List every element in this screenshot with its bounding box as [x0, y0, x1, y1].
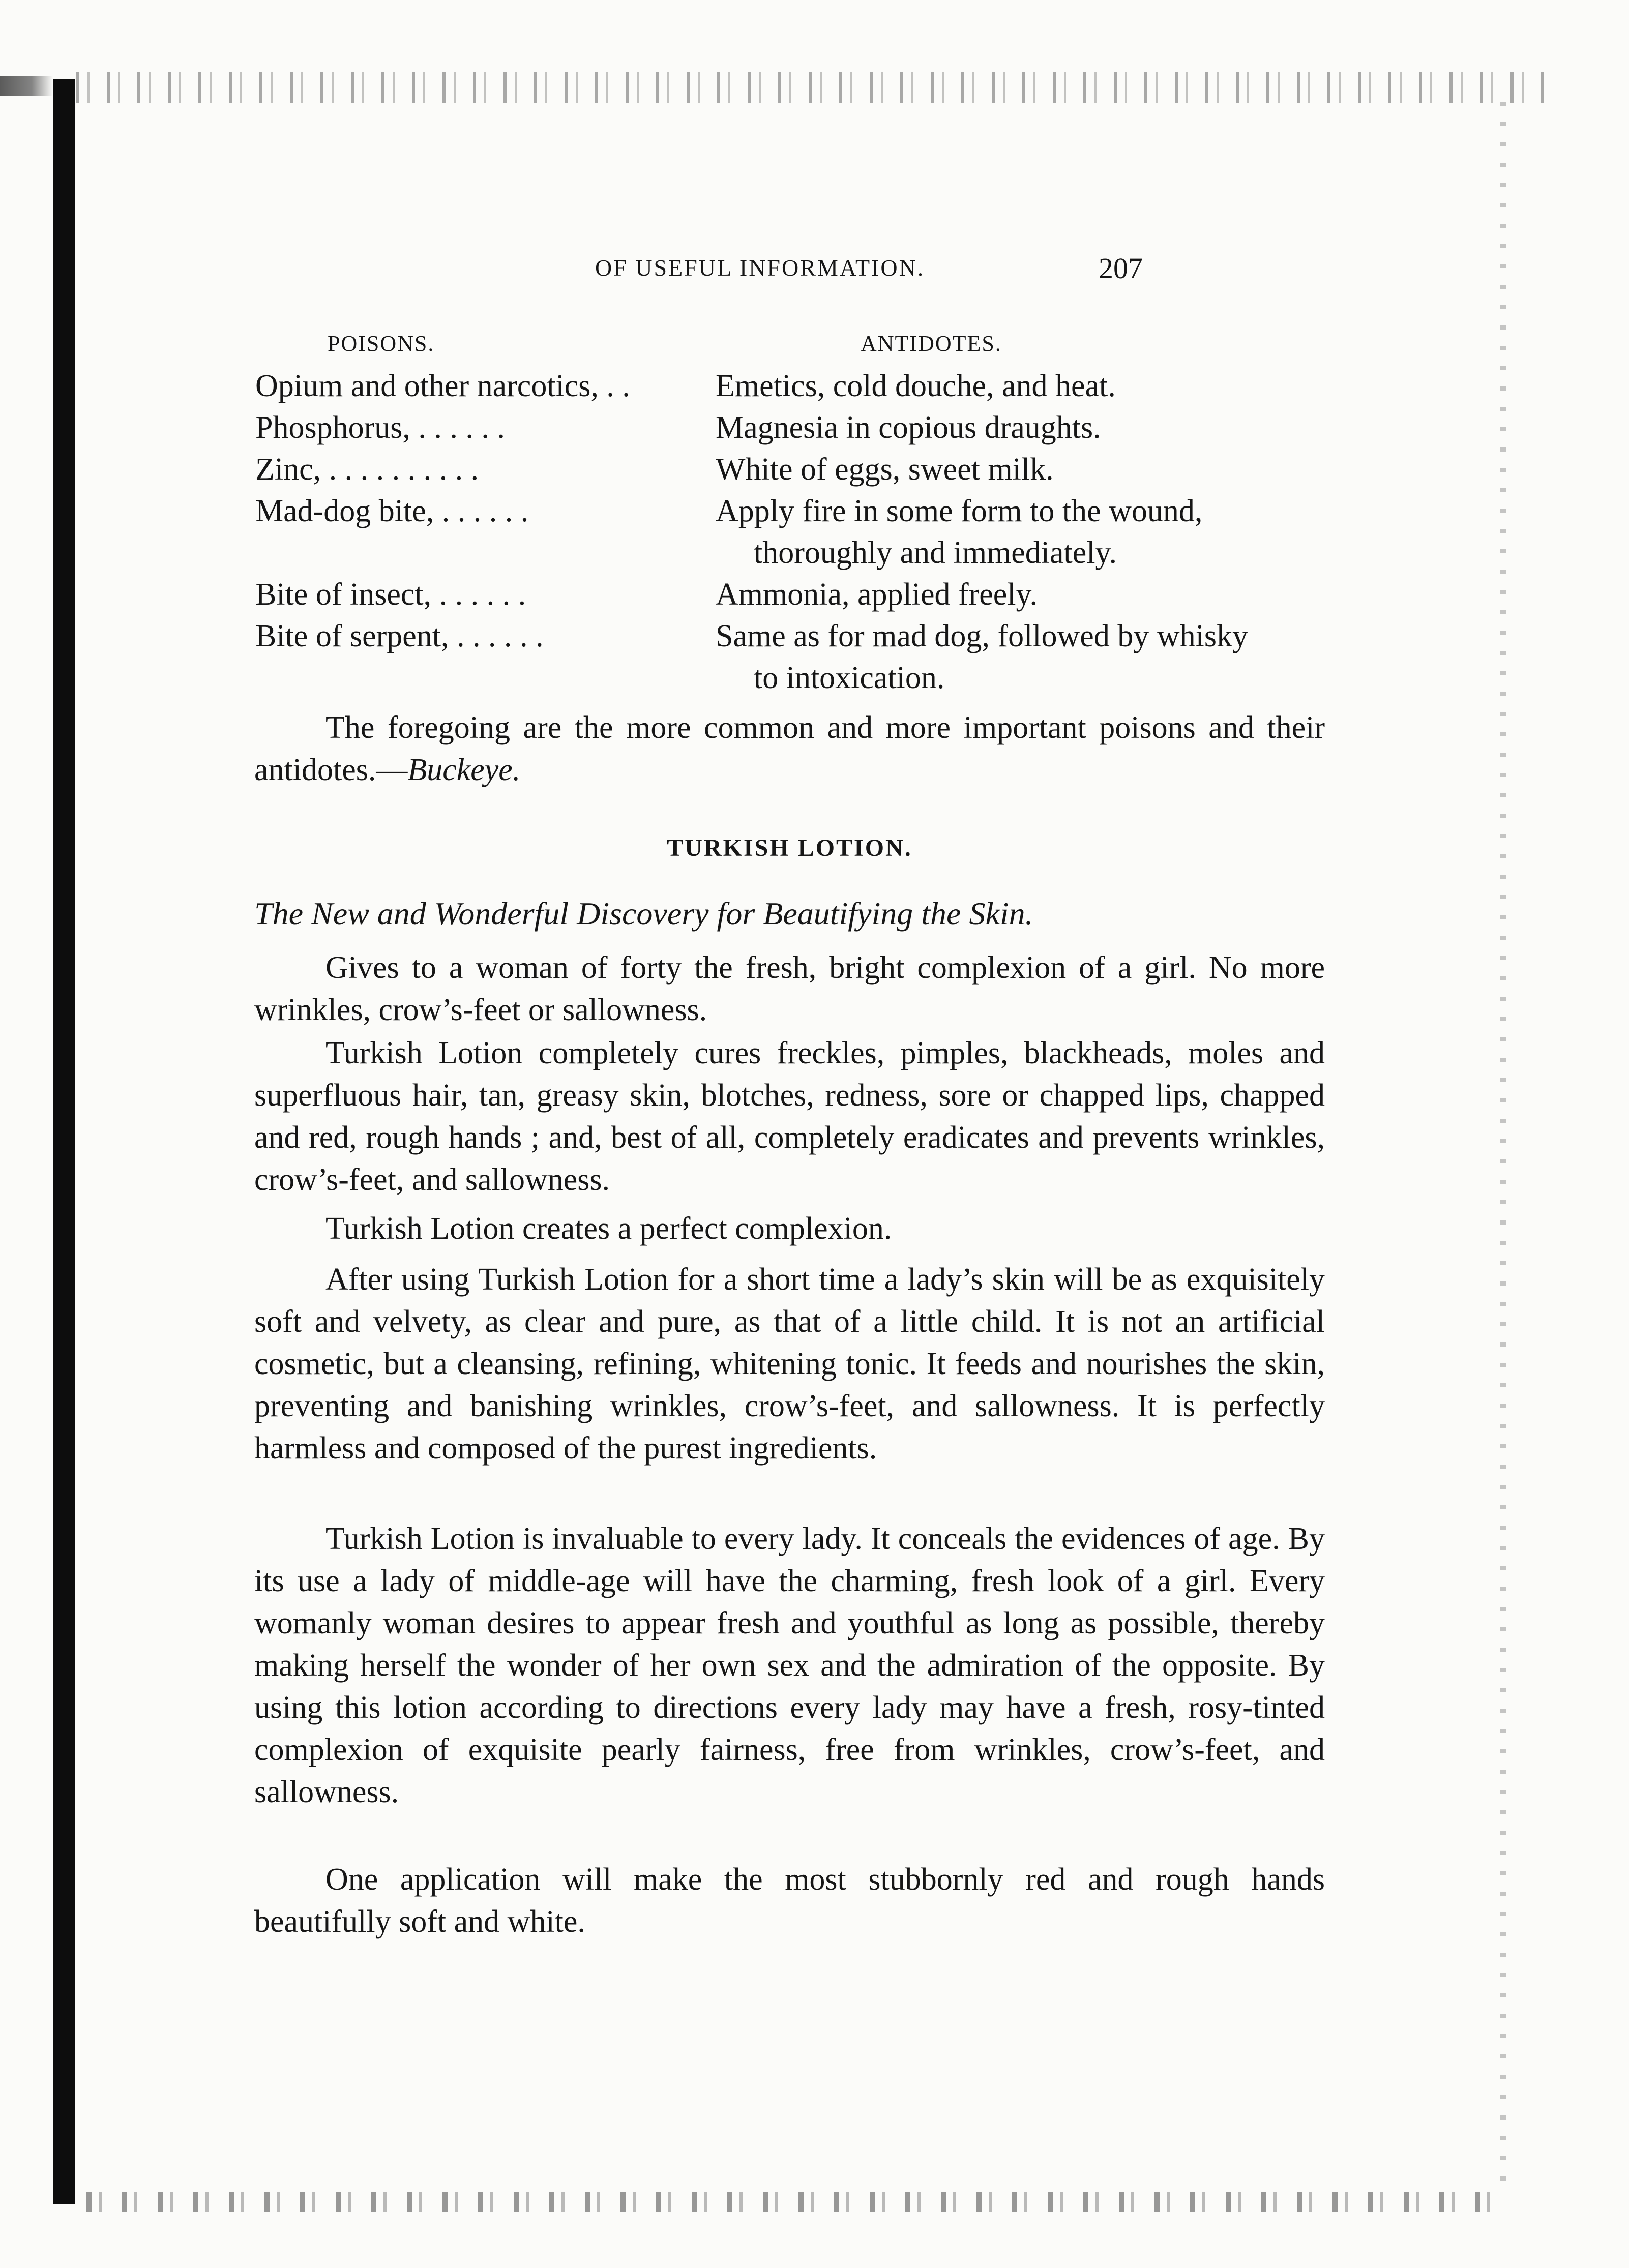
antidote-cell: Ammonia, applied freely. — [716, 577, 1038, 612]
poison-cell: Phosphorus, . . . . . . — [255, 410, 505, 445]
antidote-cell: Emetics, cold douche, and heat. — [716, 369, 1116, 403]
poison-cell: Opium and other narcotics, . . — [255, 369, 630, 403]
column-header-antidotes: ANTIDOTES. — [861, 331, 1002, 356]
section-subtitle: The New and Wonderful Discovery for Beautifying the Skin. — [254, 896, 1033, 932]
antidote-cell — [716, 490, 1321, 574]
body-paragraph: Turkish Lotion creates a perfect complexion. — [325, 1211, 892, 1246]
poison-cell: Mad-dog bite, . . . . . . — [255, 494, 529, 528]
antidote-cell — [716, 615, 1321, 699]
antidote-cell: White of eggs, sweet milk. — [716, 452, 1054, 487]
body-paragraph: One application will make the most stubbornly red and rough hands beautifully soft and white. — [254, 1862, 1325, 1939]
poison-cell: Zinc, . . . . . . . . . . — [255, 452, 479, 487]
antidote-continuation: thoroughly and immediately. — [754, 535, 1117, 570]
scan-edge-top-left — [0, 76, 53, 96]
body-paragraph: After using Turkish Lotion for a short time a lady’s skin will be as exquisitely soft and velvety, as clear and pure, as that of a little child. It is not an artificial cosmetic, but a cleansing, refining, whitening tonic. It feeds and nourishes the skin, preventing and banishing wrinkles, crow’s-feet, and sallowness. It is perfectly harmless and composed of the purest ingredients. — [254, 1262, 1325, 1466]
page-number: 207 — [1099, 252, 1143, 285]
poison-cell: Bite of insect, . . . . . . — [255, 577, 526, 612]
section-title: TURKISH LOTION. — [667, 834, 912, 861]
closing-note-text: The foregoing are the more common and more important poisons and their antidotes.— — [254, 710, 1325, 787]
body-paragraph: Gives to a woman of forty the fresh, bright complexion of a girl. No more wrinkles, crow’s-feet or sallowness. — [254, 950, 1325, 1027]
scan-edge-right — [1500, 102, 1506, 2187]
column-header-poisons: POISONS. — [328, 331, 435, 356]
closing-note — [254, 707, 1325, 791]
poison-cell: Bite of serpent, . . . . . . — [255, 619, 544, 653]
antidote-cell: Magnesia in copious draughts. — [716, 410, 1101, 445]
body-paragraph: Turkish Lotion is invaluable to every lady. It conceals the evidences of age. By its use a lady of middle-age will have the charming, fresh look of a girl. Every womanly woman desires to appear fresh and youthful as long as possible, thereby making herself the wonder of her own sex and the admiration of the opposite. By using this lotion according to directions every lady may have a fresh, rosy-tinted complexion of exquisite pearly fairness, free from wrinkles, crow’s-feet, and sallowness. — [254, 1521, 1325, 1809]
attribution: Buckeye. — [407, 753, 521, 787]
scan-edge-bottom — [86, 2192, 1510, 2212]
body-paragraph: Turkish Lotion completely cures freckles, pimples, blackheads, moles and superfluous hair, tan, greasy skin, blotches, redness, sore or chapped lips, chapped and red, rough hands ; and, best of all, completely eradicates and prevents wrinkles, crow’s-feet, and sallowness. — [254, 1036, 1325, 1197]
running-head — [254, 254, 1322, 290]
antidote-continuation: to intoxication. — [754, 661, 945, 695]
antidote-text: Same as for mad dog, followed by whisky — [716, 619, 1248, 653]
scan-edge-top — [76, 72, 1551, 103]
antidote-text: Apply fire in some form to the wound, — [716, 494, 1203, 528]
scan-binding-edge — [53, 79, 75, 2204]
running-title: OF USEFUL INFORMATION. — [595, 255, 925, 281]
